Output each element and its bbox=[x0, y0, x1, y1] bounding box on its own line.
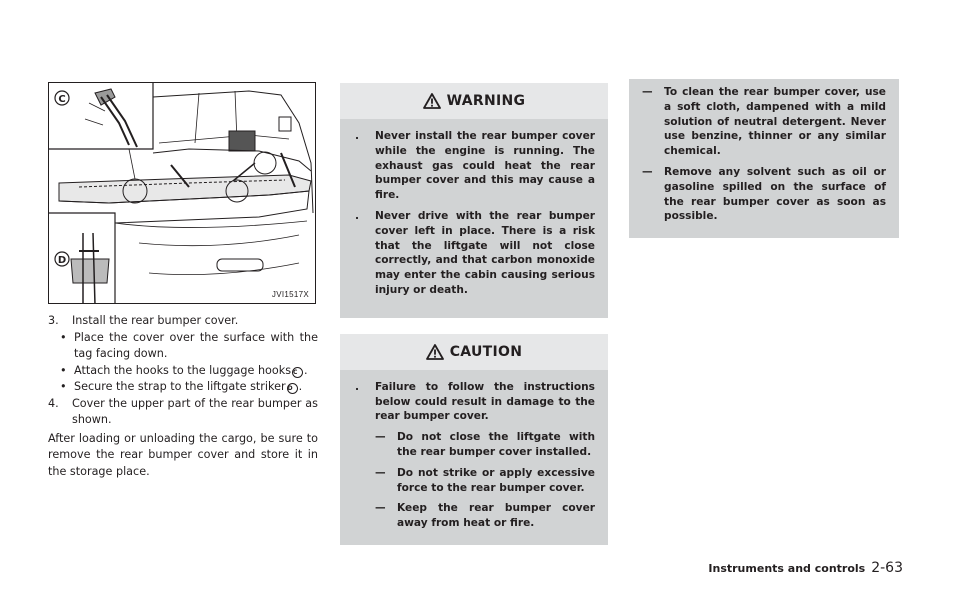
step-4: 4. Cover the upper part of the rear bumper as shown. bbox=[48, 396, 318, 426]
warning-box bbox=[340, 83, 608, 318]
caution-subitem: — Do not strike or apply excessive force to the rear bumper cover. bbox=[375, 466, 595, 494]
caution-body-continued bbox=[629, 79, 899, 238]
bullet-item: • Secure the strap to the liftgate striker D . bbox=[60, 380, 303, 393]
middle-column bbox=[340, 83, 608, 545]
warning-triangle-icon bbox=[423, 93, 441, 109]
callout-ref-d: D bbox=[287, 383, 298, 394]
callout-ref-c: C bbox=[292, 367, 303, 378]
caution-subitems bbox=[375, 430, 595, 531]
caution-header bbox=[340, 334, 608, 370]
section-title: Instruments and controls bbox=[708, 562, 866, 575]
page-number: 2-63 bbox=[871, 560, 903, 576]
warning-title: WARNING bbox=[446, 93, 526, 109]
caution-subitem: — Keep the rear bumper cover away from heat or fire. bbox=[375, 502, 595, 530]
callout-d: D bbox=[57, 255, 67, 266]
caution-box bbox=[340, 334, 608, 545]
bullet-item: • Place the cover over the surface with the tag facing down. bbox=[60, 330, 318, 360]
caution-subitem: — Remove any solvent such as oil or gasoline spilled on the surface of the rear bumper cover as soon as possible. bbox=[642, 165, 886, 223]
bullet-item: • Attach the hooks to the luggage hooks C . bbox=[60, 363, 308, 377]
caution-body bbox=[340, 370, 608, 545]
callout-c: C bbox=[58, 94, 66, 105]
cargo-area-drawing bbox=[49, 83, 316, 304]
caution-item: . Failure to follow the instructions below could result in damage to the rear bumper cover. bbox=[355, 380, 595, 423]
warning-header bbox=[340, 83, 608, 119]
removal-paragraph: After loading or unloading the cargo, be sure to remove the rear bumper cover and store it in the storage place. bbox=[48, 431, 318, 478]
caution-title: CAUTION bbox=[449, 343, 523, 360]
left-column bbox=[48, 82, 318, 480]
warning-item: . Never install the rear bumper cover while the engine is running. The exhaust gas could heat the rear bumper cover and this may cause a fire. bbox=[355, 130, 595, 202]
warning-item: . Never drive with the rear bumper cover left in place. There is a risk that the liftgate will not close correctly, and that carbon monoxide may enter the cabin causing serious injury or death. bbox=[355, 209, 595, 296]
step-3: 3. Install the rear bumper cover. bbox=[48, 314, 239, 327]
caution-subitem: — Do not close the liftgate with the rear bumper cover installed. bbox=[375, 431, 595, 458]
warning-body bbox=[340, 119, 608, 318]
right-column bbox=[629, 79, 899, 238]
caution-triangle-icon bbox=[426, 344, 444, 360]
caution-box-continued bbox=[629, 79, 899, 238]
page-footer bbox=[708, 560, 903, 576]
caution-subitem: — To clean the rear bumper cover, use a soft cloth, dampened with a mild solution of neutral detergent. Never use benzine, thinner or any similar chemical. bbox=[642, 86, 886, 158]
instruction-steps bbox=[48, 313, 318, 480]
figure-code: JVI1517X bbox=[271, 290, 309, 299]
bumper-cover-illustration bbox=[48, 82, 316, 304]
